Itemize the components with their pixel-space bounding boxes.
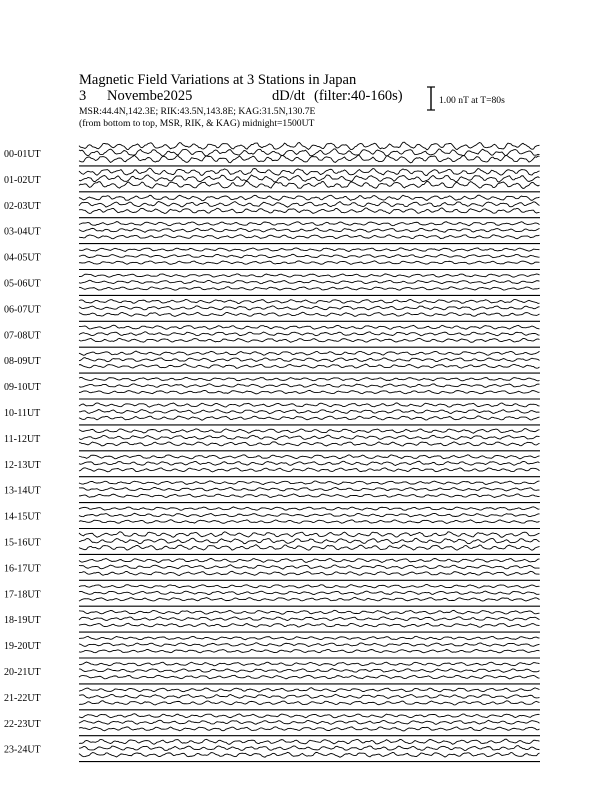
trace-rik	[79, 461, 540, 465]
trace-rik	[79, 358, 540, 362]
trace-msr	[79, 468, 540, 472]
trace-kag	[79, 714, 540, 718]
row-label: 14-15UT	[4, 511, 41, 523]
row-label: 03-04UT	[4, 226, 41, 238]
row-label: 18-19UT	[4, 615, 41, 627]
trace-rik	[79, 149, 540, 156]
trace-kag	[79, 688, 540, 692]
trace-rik	[79, 254, 540, 257]
trace-msr	[79, 597, 540, 601]
trace-rik	[79, 280, 540, 284]
trace-msr	[79, 520, 540, 524]
scale-bar	[427, 87, 435, 110]
trace-msr	[79, 416, 540, 420]
trace-msr	[79, 287, 540, 290]
trace-msr	[79, 181, 540, 188]
trace-kag	[79, 248, 540, 252]
trace-rik	[79, 513, 540, 517]
trace-kag	[79, 610, 540, 614]
trace-kag	[79, 168, 540, 175]
date-day: 3	[79, 88, 87, 104]
trace-kag	[79, 481, 540, 485]
trace-rik	[79, 410, 540, 414]
trace-rik	[79, 591, 540, 594]
trace-rik	[79, 435, 540, 439]
trace-rik	[79, 565, 540, 569]
trace-rik	[79, 669, 540, 673]
trace-msr	[79, 571, 540, 575]
date-month-year: Novembe2025	[107, 88, 193, 104]
row-label: 12-13UT	[4, 459, 41, 471]
trace-rik	[79, 694, 540, 698]
row-label: 01-02UT	[4, 174, 41, 186]
row-label: 15-16UT	[4, 537, 41, 549]
trace-msr	[79, 727, 540, 731]
row-label: 21-22UT	[4, 692, 41, 704]
trace-rik	[79, 384, 540, 388]
trace-rik	[79, 201, 540, 207]
quantity-label: dD/dt	[272, 88, 306, 104]
trace-kag	[79, 739, 540, 744]
trace-msr	[79, 494, 540, 498]
trace-rik	[79, 643, 540, 647]
trace-kag	[79, 195, 540, 200]
row-label: 11-12UT	[4, 433, 41, 445]
rows-group	[4, 142, 540, 761]
row-label: 10-11UT	[4, 408, 41, 419]
row-label: 20-21UT	[4, 667, 41, 678]
trace-kag	[79, 532, 540, 538]
row-label: 06-07UT	[4, 304, 41, 316]
row-label: 08-09UT	[4, 356, 41, 368]
trace-kag	[79, 584, 540, 588]
trace-rik	[79, 228, 540, 232]
trace-kag	[79, 377, 540, 381]
row-label: 19-20UT	[4, 641, 41, 653]
trace-msr	[79, 649, 540, 652]
trace-rik	[79, 487, 540, 490]
trace-msr	[79, 390, 540, 393]
trace-kag	[79, 142, 540, 150]
trace-msr	[79, 701, 540, 705]
trace-msr	[79, 261, 540, 264]
trace-msr	[79, 235, 540, 239]
station-order-note: (from bottom to top, MSR, RIK, & KAG) midnight=1500UT	[79, 118, 315, 129]
trace-msr	[79, 338, 540, 342]
trace-msr	[79, 312, 540, 316]
trace-kag	[79, 403, 540, 407]
trace-kag	[79, 274, 540, 277]
trace-rik	[79, 306, 540, 310]
row-label: 23-24UT	[4, 744, 41, 756]
row-label: 04-05UT	[4, 252, 41, 264]
trace-rik	[79, 332, 540, 336]
trace-kag	[79, 558, 540, 562]
row-label: 05-06UT	[4, 278, 41, 290]
row-label: 13-14UT	[4, 485, 41, 497]
trace-kag	[79, 222, 540, 226]
trace-msr	[79, 155, 540, 163]
row-label: 07-08UT	[4, 330, 41, 342]
trace-msr	[79, 752, 540, 757]
station-coordinates: MSR:44.4N,142.3E; RIK:43.5N,143.8E; KAG:31.5N,130.7E	[79, 106, 316, 117]
trace-kag	[79, 507, 540, 510]
trace-msr	[79, 442, 540, 446]
trace-kag	[79, 636, 540, 640]
row-label: 22-23UT	[4, 718, 41, 730]
row-label: 02-03UT	[4, 200, 41, 212]
scale-label: 1.00 nT at T=80s	[439, 95, 505, 106]
trace-kag	[79, 429, 540, 433]
trace-rik	[79, 617, 540, 621]
row-label: 09-10UT	[4, 382, 41, 394]
trace-rik	[79, 538, 540, 543]
trace-msr	[79, 675, 540, 679]
trace-kag	[79, 455, 540, 459]
row-label: 00-01UT	[4, 149, 41, 160]
trace-msr	[79, 545, 540, 551]
filter-label: (filter:40-160s)	[314, 88, 403, 104]
trace-kag	[79, 662, 540, 666]
trace-msr	[79, 623, 540, 627]
row-label: 17-18UT	[4, 589, 41, 601]
trace-rik	[79, 746, 540, 751]
trace-kag	[79, 351, 540, 355]
trace-msr	[79, 364, 540, 368]
chart-title: Magnetic Field Variations at 3 Stations in Japan	[79, 72, 357, 88]
trace-rik	[79, 720, 540, 724]
trace-kag	[79, 299, 540, 303]
trace-msr	[79, 208, 540, 214]
trace-kag	[79, 325, 540, 329]
row-label: 16-17UT	[4, 563, 41, 575]
